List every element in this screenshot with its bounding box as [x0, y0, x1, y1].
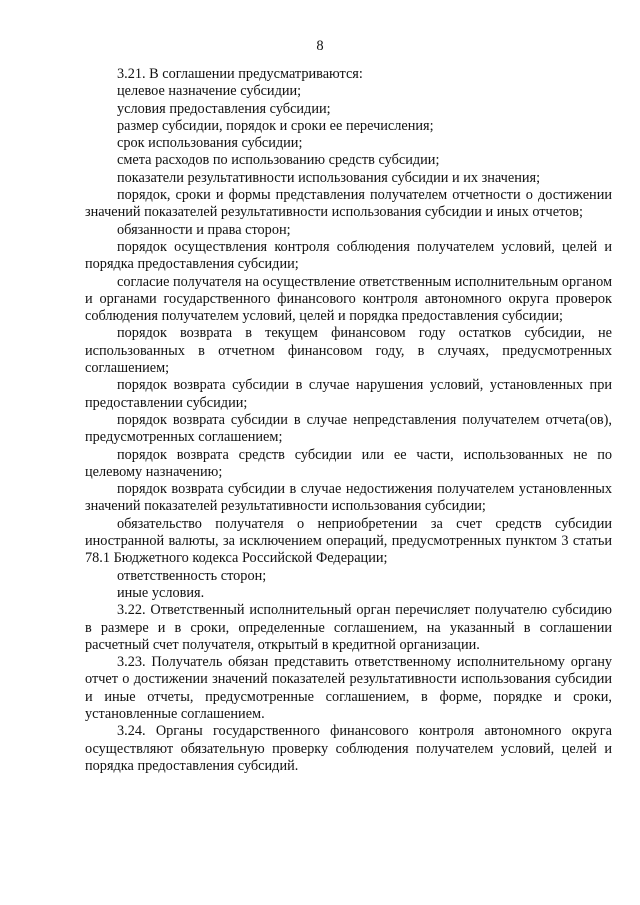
- list-item-return-balances: порядок возврата в текущем финансовом году остатков субсидии, не использованных в отчетном финансовом году, в случаях, предусмотренных соглашением;: [85, 325, 612, 377]
- list-item-conditions: условия предоставления субсидии;: [117, 100, 331, 117]
- list-item-usage-term: срок использования субсидии;: [117, 135, 303, 152]
- page-number: 8: [316, 38, 324, 54]
- list-item-reporting: порядок, сроки и формы представления получателем отчетности о достижении значений показателей результативности использования субсидии и иных отчетов;: [85, 187, 612, 221]
- paragraph-3-22: 3.22. Ответственный исполнительный орган перечисляет получателю субсидию в размере и в сроки, определенные соглашением, на указанный в соглашении расчетный счет получателя, открытый в кредитной организации.: [85, 602, 612, 653]
- list-item-return-no-report: порядок возврата субсидии в случае непредставления получателем отчета(ов), предусмотренных соглашением;: [85, 411, 612, 446]
- list-item-other-conditions: иные условия.: [117, 584, 205, 601]
- paragraph-3-21-heading: 3.21. В соглашении предусматриваются:: [117, 66, 363, 82]
- list-item-obligations-rights: обязанности и права сторон;: [117, 221, 291, 238]
- list-item-liability: ответственность сторон;: [117, 567, 267, 584]
- list-item-return-violation: порядок возврата субсидии в случае нарушения условий, установленных при предоставлении субсидии;: [85, 377, 612, 411]
- list-item-target-purpose: целевое назначение субсидии;: [117, 83, 302, 100]
- list-item-control-procedure: порядок осуществления контроля соблюдения получателем условий, целей и порядка предоставления субсидии;: [85, 238, 612, 273]
- list-item-currency-obligation: обязательство получателя о неприобретении за счет средств субсидии иностранной валюты, за исключением операций, предусмотренных пунктом 3 статьи 78.1 Бюджетного кодекса Российской Федерации;: [85, 515, 612, 567]
- list-item-expense-estimate: смета расходов по использованию средств субсидии;: [117, 152, 440, 169]
- list-item-consent-inspections: согласие получателя на осуществление ответственным исполнительным органом и органами государственного финансового контроля автономного округа проверок соблюдения получателем условий, целей и порядка предоставления субсидии;: [85, 273, 612, 325]
- paragraph-3-24: 3.24. Органы государственного финансового контроля автономного округа осуществляют обязательную проверку соблюдения получателем условий, целей и порядка предоставления субсидий.: [85, 723, 612, 774]
- paragraph-3-23: 3.23. Получатель обязан представить ответственному исполнительному органу отчет о достижении значений показателей результативности использования субсидии и иные отчеты, предусмотренные соглашением, в форме, порядке и сроки, установленные соглашением.: [85, 654, 612, 722]
- list-item-return-underachievement: порядок возврата субсидии в случае недостижения получателем установленных значений показателей результативности использования субсидии;: [85, 481, 612, 515]
- list-item-return-misuse: порядок возврата средств субсидии или ее части, использованных не по целевому назначению;: [85, 446, 612, 480]
- list-item-amount-order: размер субсидии, порядок и сроки ее перечисления;: [117, 117, 434, 134]
- list-item-performance-indicators: показатели результативности использования субсидии и их значения;: [117, 169, 541, 186]
- document-body: [85, 66, 612, 775]
